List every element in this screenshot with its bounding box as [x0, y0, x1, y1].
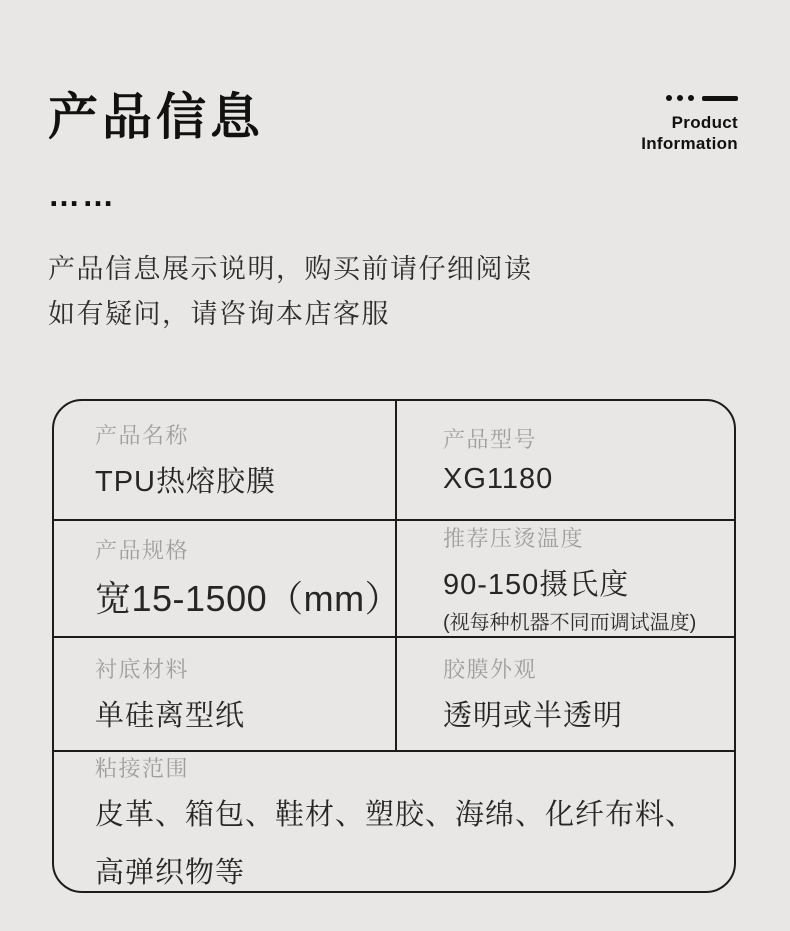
- cell-backing-material: [54, 638, 397, 750]
- dots-dash-icon: [641, 95, 738, 101]
- intro-line2: 如有疑问，请咨询本店客服: [48, 299, 390, 329]
- product-name-value: TPU热熔胶膜: [95, 466, 277, 499]
- spec-table: [52, 399, 736, 893]
- cell-product-spec: [54, 521, 402, 636]
- table-row-4: [54, 752, 734, 891]
- cell-bonding-range: [54, 752, 734, 891]
- product-model-label: 产品型号: [443, 427, 538, 453]
- page-title: 产品信息: [48, 89, 264, 145]
- subtitle-en-line1: Product: [671, 113, 738, 132]
- backing-material-label: 衬底材料: [95, 657, 190, 683]
- product-name-label: 产品名称: [95, 423, 190, 449]
- product-spec-label: 产品规格: [95, 538, 190, 564]
- press-temperature-label: 推荐压烫温度: [443, 525, 585, 551]
- english-subtitle-block: [641, 95, 738, 154]
- bonding-range-value-line2: 高弹织物等: [95, 857, 246, 889]
- intro-text: [48, 247, 533, 337]
- cell-press-temperature: [397, 521, 734, 636]
- product-spec-value: 宽15-1500（mm）: [95, 578, 402, 620]
- film-appearance-value: 透明或半透明: [443, 700, 624, 733]
- film-appearance-label: 胶膜外观: [443, 657, 538, 683]
- cell-product-model: [397, 401, 734, 519]
- cell-film-appearance: [397, 638, 734, 750]
- product-model-value: XG1180: [443, 463, 554, 496]
- intro-line1: 产品信息展示说明，购买前请仔细阅读: [48, 254, 533, 284]
- table-row-2: [54, 521, 734, 638]
- table-row-3: [54, 638, 734, 752]
- press-temperature-note: (视每种机器不同而调试温度): [443, 611, 697, 634]
- bonding-range-label: 粘接范围: [95, 756, 190, 781]
- subtitle-en-line2: Information: [641, 134, 738, 153]
- table-row-1: [54, 401, 734, 521]
- backing-material-value: 单硅离型纸: [95, 700, 246, 733]
- bonding-range-value-line1: 皮革、箱包、鞋材、塑胶、海绵、化纤布料、: [95, 799, 696, 831]
- press-temperature-value: 90-150摄氏度: [443, 568, 630, 601]
- cell-product-name: [54, 401, 397, 519]
- ellipsis-dots: ……: [48, 177, 116, 213]
